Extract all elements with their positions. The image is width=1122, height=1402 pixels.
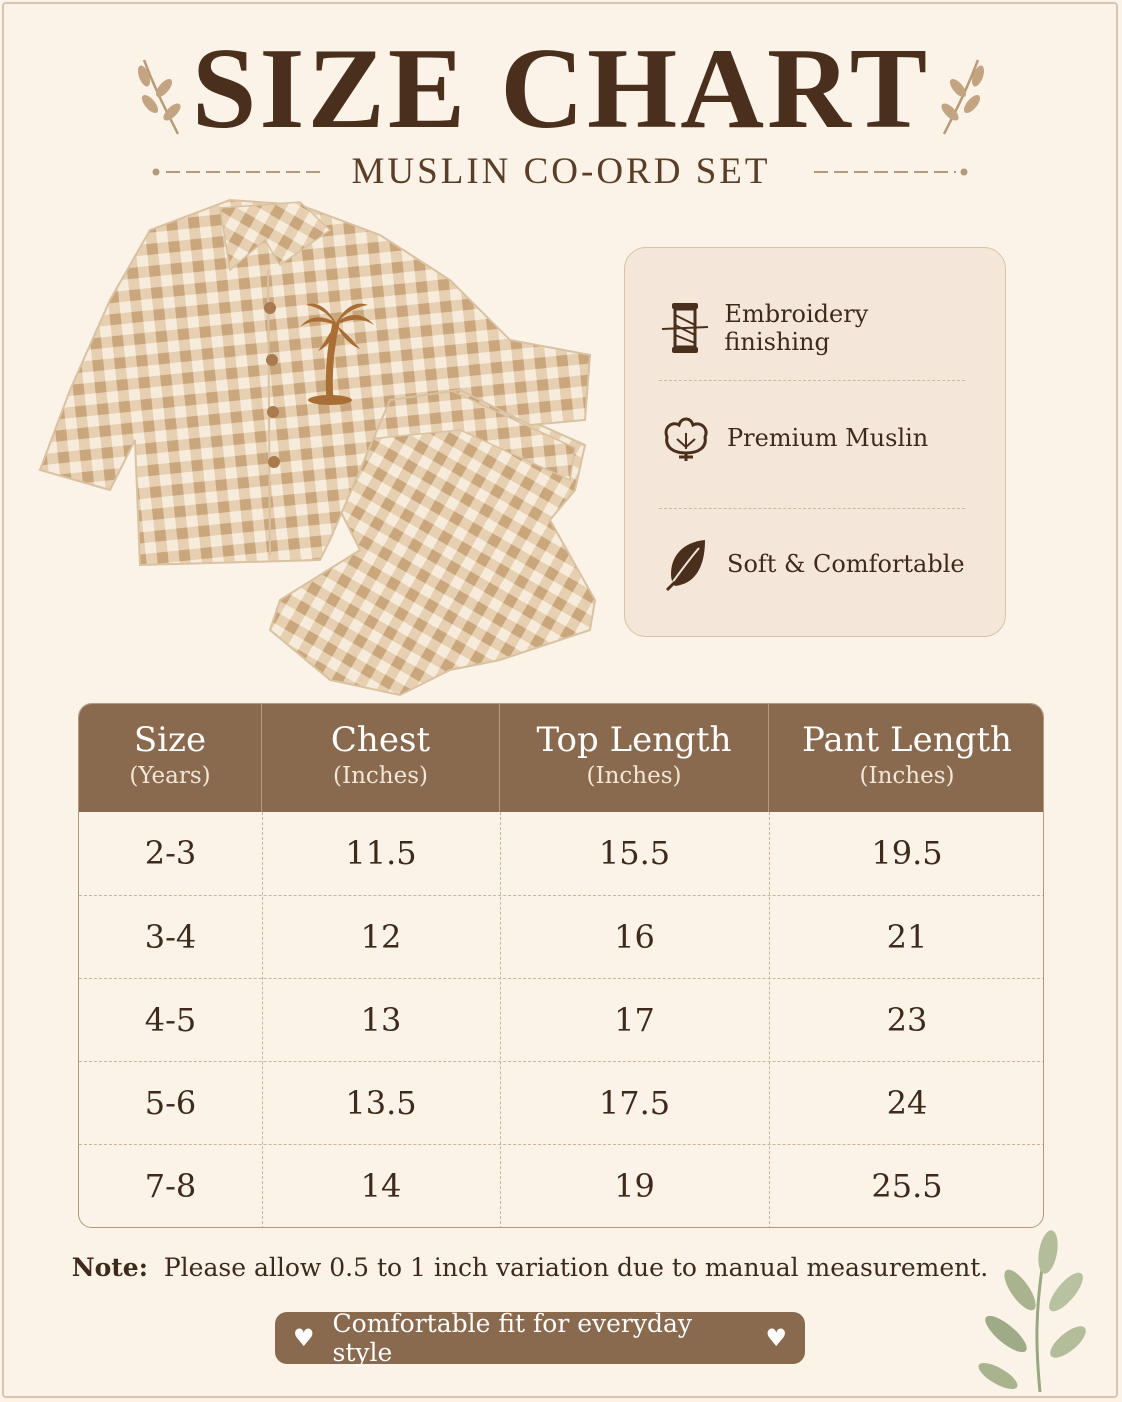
table-row <box>79 812 1044 895</box>
page-subtitle: MUSLIN CO-ORD SET <box>351 151 771 192</box>
column-header: Chest (Inches) <box>262 704 500 812</box>
table-row <box>79 1144 1044 1228</box>
olive-branch-icon <box>970 1230 1090 1395</box>
table-cell: 19 <box>614 1167 655 1205</box>
table-cell: 3-4 <box>144 918 197 956</box>
table-cell: 11.5 <box>345 834 417 872</box>
feature-item <box>659 408 969 468</box>
table-cell: 4-5 <box>144 1001 197 1039</box>
leaf-icon <box>659 537 713 591</box>
page-title: SIZE CHART <box>191 25 931 153</box>
feature-item <box>659 534 969 594</box>
table-cell: 5-6 <box>144 1084 197 1122</box>
thread-spool-icon <box>659 301 710 355</box>
table-cell: 24 <box>886 1084 928 1122</box>
feature-divider <box>659 380 965 381</box>
table-cell: 23 <box>886 1001 928 1039</box>
table-header <box>79 704 1044 812</box>
table-row <box>79 895 1044 979</box>
banner-text: Comfortable fit for everyday style <box>332 1309 693 1367</box>
cotton-flower-icon <box>659 411 713 465</box>
measurement-note <box>0 1253 1060 1282</box>
table-cell: 7-8 <box>144 1167 197 1205</box>
table-cell: 17 <box>614 1001 655 1039</box>
size-table <box>78 703 1044 1228</box>
column-divider <box>262 812 263 1228</box>
features-card <box>624 247 1006 637</box>
product-image <box>30 190 600 700</box>
column-divider <box>500 812 501 1228</box>
table-cell: 16 <box>614 918 655 956</box>
column-header: Size (Years) <box>79 704 262 812</box>
table-cell: 13.5 <box>345 1084 417 1122</box>
feature-divider <box>659 508 965 509</box>
table-cell: 21 <box>886 918 928 956</box>
feature-label: Soft & Comfortable <box>727 550 965 578</box>
right-divider-ornament <box>810 164 970 180</box>
feature-label: Embroidery finishing <box>724 300 869 356</box>
note-text: Please allow 0.5 to 1 inch variation due to manual measurement. <box>163 1253 989 1282</box>
column-header: Top Length (Inches) <box>500 704 769 812</box>
heart-icon: ♥ <box>293 1324 315 1352</box>
feature-label: Premium Muslin <box>727 424 929 452</box>
table-cell: 2-3 <box>144 834 197 872</box>
note-label: Note: <box>71 1253 148 1282</box>
column-divider <box>769 812 770 1228</box>
table-cell: 25.5 <box>871 1167 943 1205</box>
table-cell: 19.5 <box>871 834 943 872</box>
fit-banner <box>275 1309 805 1367</box>
table-cell: 13 <box>360 1001 402 1039</box>
table-cell: 17.5 <box>598 1084 671 1122</box>
feature-item <box>659 298 969 358</box>
table-cell: 15.5 <box>598 834 671 872</box>
column-header: Pant Length (Inches) <box>802 720 1012 790</box>
table-cell: 14 <box>360 1167 402 1205</box>
heart-icon: ♥ <box>765 1324 787 1352</box>
table-row <box>79 978 1044 1062</box>
table-cell: 12 <box>360 918 402 956</box>
table-row <box>79 1061 1044 1145</box>
